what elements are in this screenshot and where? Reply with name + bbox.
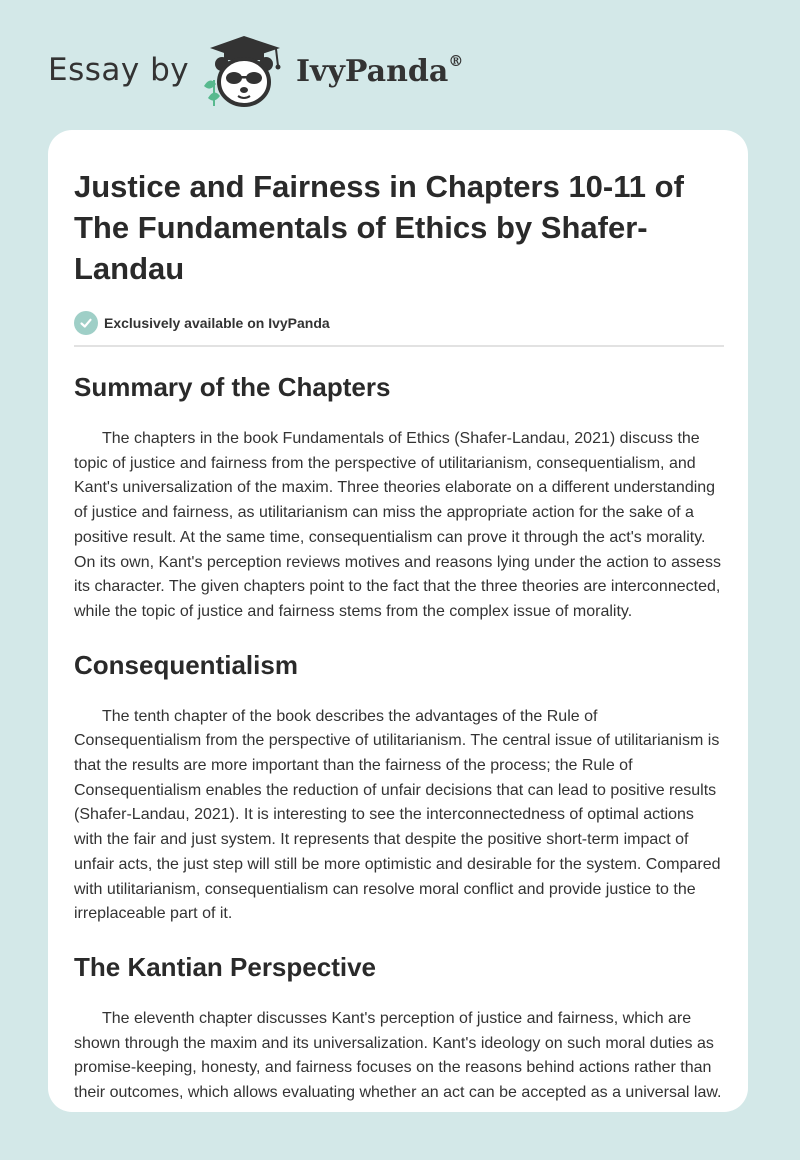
section-text-summary: The chapters in the book Fundamentals of Ethics (Shafer-Landau, 2021) discuss the topic of justice and fairness from the perspective of utilitarianism, consequentialism, and Kant's universalization of the maxim. Three theories elaborate on a different understanding of justice and fairness, as utilitarianism can miss the appropriate action for the sake of a positive result. At the same time, consequentialism can prove it through the act's morality. On its own, Kant's perception reviews motives and reasons lying under the action to assess its character. The given chapters point to the fact that the three theories are interconnected, while the topic of justice and fairness stems from the complex issue of morality. [74, 430, 721, 620]
site-header [0, 0, 800, 130]
exclusive-badge [74, 311, 724, 335]
section-text-consequentialism: The tenth chapter of the book describes the advantages of the Rule of Consequentialism from the perspective of utilitarianism. The central issue of utilitarianism is that the results are more important than the fairness of the process; the Rule of Consequentialism enables the reduction of unfair decisions that can lead to positive results (Shafer-Landau, 2021). It is interesting to see the interconnectedness of optimal actions with the fair and just system. It represents that despite the positive short-term impact of unfair acts, the just step will still be more optimistic and desirable for the system. Compared with utilitarianism, consequentialism can resolve moral conflict and provide justice to the irreplaceable part of it. [74, 707, 721, 923]
divider [74, 345, 724, 347]
section-heading-consequentialism: Consequentialism [74, 649, 298, 680]
section-text-kantian: The eleventh chapter discusses Kant's perception of justice and fairness, which are shown through the maxim and its universalization. Kant's ideology on such moral duties as promise-keeping, honesty, and fairness focuses on the reasons behind actions rather than their outcomes, which allows evaluating whether an act can be accepted as a universal law. [74, 1009, 722, 1102]
section-heading-summary: Summary of the Chapters [74, 372, 391, 402]
section-heading-kantian: The Kantian Perspective [74, 951, 376, 982]
article-card [48, 130, 748, 1112]
registered-mark: ® [448, 52, 464, 70]
panda-logo-icon[interactable] [200, 36, 290, 108]
article-title: Justice and Fairness in Chapters 10-11 of The Fundamentals of Ethics by Shafer-Landau [74, 169, 684, 286]
exclusive-badge-text: Exclusively available on IvyPanda [104, 315, 330, 331]
essay-by-label: Essay by [48, 52, 190, 88]
check-icon [74, 311, 98, 335]
brand-name[interactable]: IvyPanda® [296, 52, 464, 89]
article-content [74, 130, 724, 1106]
